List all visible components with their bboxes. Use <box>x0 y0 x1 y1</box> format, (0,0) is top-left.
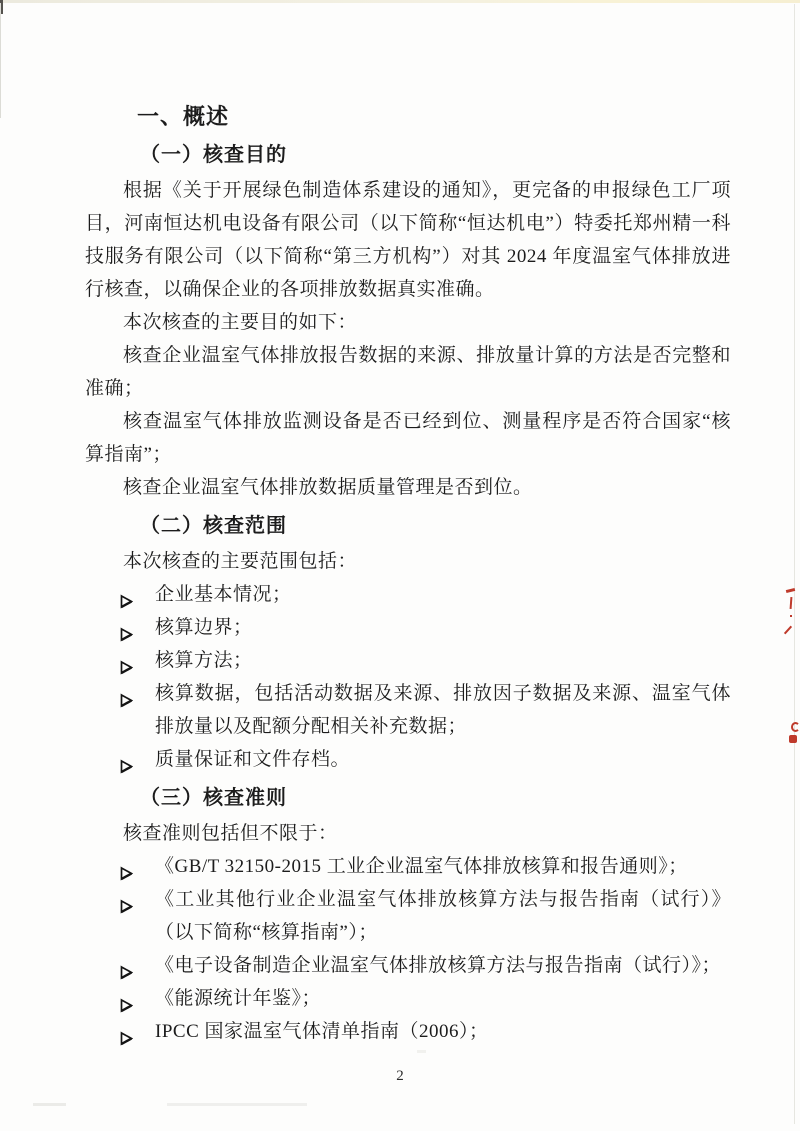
scope-item-text: 核算方法； <box>155 650 253 671</box>
scan-top-edge <box>0 0 800 3</box>
scope-list-item <box>85 677 731 743</box>
criteria-item-text: 《GB/T 32150-2015 工业企业温室气体排放核算和报告通则》； <box>155 856 688 877</box>
scope-bullet-list <box>85 578 731 776</box>
scope-item-text: 核算边界； <box>155 617 253 638</box>
arrowhead-bullet-icon <box>120 958 133 973</box>
subsection-heading-scope: （二）核查范围 <box>140 515 287 537</box>
arrowhead-bullet-icon <box>120 686 133 701</box>
scope-list-item <box>85 578 731 611</box>
criteria-item-text: 《电子设备制造企业温室气体排放核算方法与报告指南（试行）》； <box>155 955 722 976</box>
red-seal-fragment <box>787 721 799 747</box>
arrowhead-bullet-icon <box>120 587 133 602</box>
arrowhead-bullet-icon <box>120 991 133 1006</box>
scope-list-item <box>85 611 731 644</box>
criteria-list-item <box>85 1015 731 1048</box>
purpose-paragraph: 核查企业温室气体排放报告数据的来源、排放量计算的方法是否完整和准确； <box>85 345 731 399</box>
purpose-paragraph: 根据《关于开展绿色制造体系建设的通知》，更完备的申报绿色工厂项目，河南恒达机电设备有限公司（以下简称“恒达机电”）特委托郑州精一科技服务有限公司（以下简称“第三方机构”）对其 2024 年度温室气体排放进行核查，以确保企业的各项排放数据真实准确。 <box>85 180 731 300</box>
arrowhead-bullet-icon <box>120 859 133 874</box>
arrowhead-bullet-icon <box>120 752 133 767</box>
scope-item-text: 核算数据，包括活动数据及来源、排放因子数据及来源、温室气体排放量以及配额分配相关补充数据； <box>155 683 731 737</box>
scan-right-edge-line <box>794 4 795 1124</box>
purpose-paragraph: 核查温室气体排放监测设备是否已经到位、测量程序是否符合国家“核算指南”； <box>85 411 731 465</box>
criteria-item-text: 《能源统计年鉴》； <box>155 988 322 1009</box>
subsection-heading-purpose: （一）核查目的 <box>140 144 287 166</box>
criteria-list-item <box>85 883 731 949</box>
criteria-item-text: IPCC 国家温室气体清单指南（2006）； <box>155 1021 489 1042</box>
red-seal-fragment <box>784 588 798 640</box>
scope-intro: 本次核查的主要范围包括： <box>123 551 358 572</box>
criteria-item-text: 《工业其他行业企业温室气体排放核算方法与报告指南（试行）》（以下简称“核算指南”）； <box>155 889 731 943</box>
scan-smudge <box>417 1050 426 1053</box>
arrowhead-bullet-icon <box>120 653 133 668</box>
scope-item-text: 质量保证和文件存档。 <box>155 749 351 770</box>
arrowhead-bullet-icon <box>120 892 133 907</box>
criteria-list-item <box>85 949 731 982</box>
scan-left-edge-line <box>0 3 1 118</box>
scan-smudge <box>33 1103 66 1106</box>
criteria-intro: 核查准则包括但不限于： <box>123 823 338 844</box>
scope-list-item <box>85 644 731 677</box>
scope-list-item <box>85 743 731 776</box>
scope-item-text: 企业基本情况； <box>155 584 292 605</box>
section-heading-overview: 一、概述 <box>137 104 230 129</box>
scan-smudge <box>167 1103 307 1106</box>
criteria-list-item <box>85 982 731 1015</box>
arrowhead-bullet-icon <box>120 1024 133 1039</box>
purpose-paragraph: 本次核查的主要目的如下： <box>123 312 358 333</box>
subsection-heading-criteria: （三）核查准则 <box>140 787 287 809</box>
criteria-list-item <box>85 850 731 883</box>
purpose-paragraph: 核查企业温室气体排放数据质量管理是否到位。 <box>123 477 533 498</box>
arrowhead-bullet-icon <box>120 620 133 635</box>
page-number: 2 <box>396 1068 404 1084</box>
document-content <box>85 100 731 1048</box>
criteria-bullet-list <box>85 850 731 1048</box>
